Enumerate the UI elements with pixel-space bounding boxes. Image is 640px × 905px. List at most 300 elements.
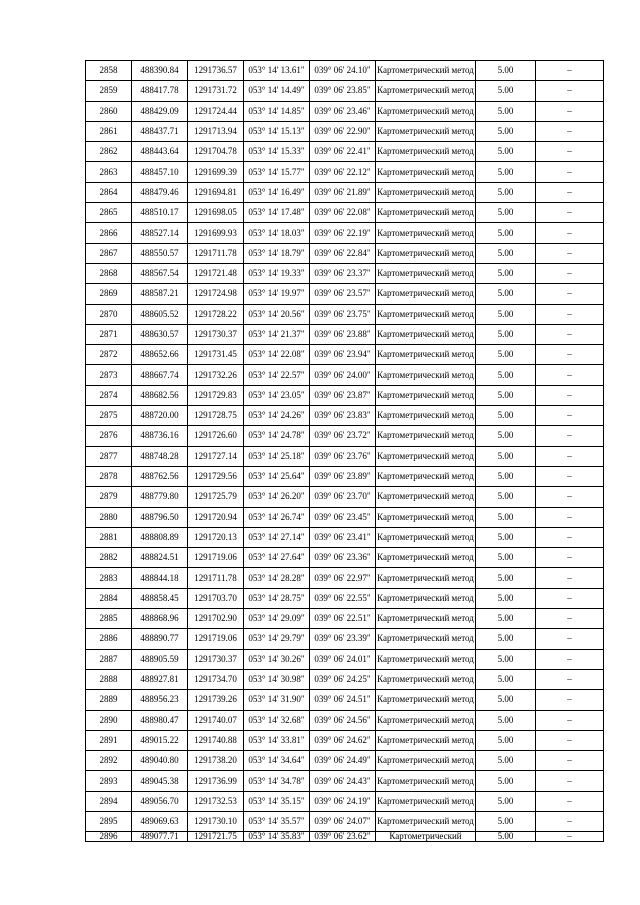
table-row [86,345,604,365]
accuracy-cell: 5.00 [476,385,536,405]
x-coordinate-cell: 488527.14 [132,223,188,243]
y-coordinate-cell: 1291721.48 [188,263,244,283]
table-row [86,507,604,527]
method-cell: Картометрический метод [376,284,476,304]
longitude-cell: 039° 06' 23.75" [310,304,376,324]
table-row [86,304,604,324]
latitude-cell: 053° 14' 22.57" [244,365,310,385]
note-cell: – [536,304,604,324]
longitude-cell: 039° 06' 23.89" [310,466,376,486]
longitude-cell: 039° 06' 24.25" [310,669,376,689]
note-cell: – [536,406,604,426]
point-number-cell: 2865 [86,203,132,223]
x-coordinate-cell: 489077.71 [132,832,188,842]
table-row [86,61,604,81]
y-coordinate-cell: 1291739.26 [188,690,244,710]
latitude-cell: 053° 14' 30.26" [244,649,310,669]
longitude-cell: 039° 06' 23.36" [310,548,376,568]
accuracy-cell: 5.00 [476,345,536,365]
y-coordinate-cell: 1291734.70 [188,669,244,689]
point-number-cell: 2891 [86,730,132,750]
accuracy-cell: 5.00 [476,81,536,101]
y-coordinate-cell: 1291724.44 [188,101,244,121]
longitude-cell: 039° 06' 24.56" [310,710,376,730]
longitude-cell: 039° 06' 23.37" [310,263,376,283]
latitude-cell: 053° 14' 32.68" [244,710,310,730]
table-row [86,223,604,243]
method-cell: Картометрический метод [376,629,476,649]
table-row [86,162,604,182]
method-cell: Картометрический метод [376,487,476,507]
accuracy-cell: 5.00 [476,791,536,811]
table-row [86,588,604,608]
accuracy-cell: 5.00 [476,61,536,81]
method-cell: Картометрический метод [376,304,476,324]
point-number-cell: 2872 [86,345,132,365]
accuracy-cell: 5.00 [476,609,536,629]
note-cell: – [536,426,604,446]
longitude-cell: 039° 06' 23.94" [310,345,376,365]
accuracy-cell: 5.00 [476,101,536,121]
point-number-cell: 2870 [86,304,132,324]
latitude-cell: 053° 14' 35.57" [244,811,310,831]
x-coordinate-cell: 489045.38 [132,771,188,791]
point-number-cell: 2878 [86,466,132,486]
latitude-cell: 053° 14' 25.64" [244,466,310,486]
table-row [86,710,604,730]
y-coordinate-cell: 1291703.70 [188,588,244,608]
y-coordinate-cell: 1291730.10 [188,811,244,831]
x-coordinate-cell: 488824.51 [132,548,188,568]
accuracy-cell: 5.00 [476,690,536,710]
y-coordinate-cell: 1291711.78 [188,243,244,263]
point-number-cell: 2894 [86,791,132,811]
y-coordinate-cell: 1291736.99 [188,771,244,791]
method-cell: Картометрический метод [376,568,476,588]
accuracy-cell: 5.00 [476,811,536,831]
coordinates-table [85,60,604,842]
longitude-cell: 039° 06' 23.76" [310,446,376,466]
point-number-cell: 2888 [86,669,132,689]
longitude-cell: 039° 06' 24.49" [310,751,376,771]
y-coordinate-cell: 1291727.14 [188,446,244,466]
point-number-cell: 2867 [86,243,132,263]
accuracy-cell: 5.00 [476,446,536,466]
x-coordinate-cell: 488510.17 [132,203,188,223]
x-coordinate-cell: 488567.54 [132,263,188,283]
note-cell: – [536,811,604,831]
note-cell: – [536,487,604,507]
y-coordinate-cell: 1291738.20 [188,751,244,771]
note-cell: – [536,182,604,202]
table-row [86,142,604,162]
y-coordinate-cell: 1291728.75 [188,406,244,426]
longitude-cell: 039° 06' 23.62" [310,832,376,842]
point-number-cell: 2862 [86,142,132,162]
latitude-cell: 053° 14' 19.97" [244,284,310,304]
longitude-cell: 039° 06' 21.89" [310,182,376,202]
latitude-cell: 053° 14' 27.64" [244,548,310,568]
table-row [86,365,604,385]
accuracy-cell: 5.00 [476,263,536,283]
method-cell: Картометрический метод [376,751,476,771]
method-cell: Картометрический метод [376,649,476,669]
x-coordinate-cell: 489040.80 [132,751,188,771]
accuracy-cell: 5.00 [476,203,536,223]
accuracy-cell: 5.00 [476,406,536,426]
latitude-cell: 053° 14' 20.56" [244,304,310,324]
accuracy-cell: 5.00 [476,365,536,385]
x-coordinate-cell: 489015.22 [132,730,188,750]
accuracy-cell: 5.00 [476,548,536,568]
accuracy-cell: 5.00 [476,142,536,162]
point-number-cell: 2893 [86,771,132,791]
point-number-cell: 2875 [86,406,132,426]
x-coordinate-cell: 488980.47 [132,710,188,730]
note-cell: – [536,791,604,811]
method-cell: Картометрический метод [376,446,476,466]
longitude-cell: 039° 06' 23.70" [310,487,376,507]
latitude-cell: 053° 14' 28.28" [244,568,310,588]
accuracy-cell: 5.00 [476,324,536,344]
y-coordinate-cell: 1291740.88 [188,730,244,750]
note-cell: – [536,263,604,283]
point-number-cell: 2861 [86,121,132,141]
note-cell: – [536,101,604,121]
latitude-cell: 053° 14' 35.83" [244,832,310,842]
longitude-cell: 039° 06' 24.10" [310,61,376,81]
table-body [86,61,604,842]
table-row [86,669,604,689]
accuracy-cell: 5.00 [476,426,536,446]
note-cell: – [536,121,604,141]
table-row [86,609,604,629]
y-coordinate-cell: 1291704.78 [188,142,244,162]
latitude-cell: 053° 14' 34.78" [244,771,310,791]
x-coordinate-cell: 488417.78 [132,81,188,101]
x-coordinate-cell: 488868.96 [132,609,188,629]
method-cell: Картометрический метод [376,182,476,202]
longitude-cell: 039° 06' 23.39" [310,629,376,649]
accuracy-cell: 5.00 [476,588,536,608]
method-cell: Картометрический метод [376,527,476,547]
method-cell: Картометрический метод [376,243,476,263]
method-cell: Картометрический метод [376,345,476,365]
method-cell: Картометрический метод [376,426,476,446]
x-coordinate-cell: 488779.80 [132,487,188,507]
table-row [86,751,604,771]
point-number-cell: 2896 [86,832,132,842]
note-cell: – [536,324,604,344]
accuracy-cell: 5.00 [476,649,536,669]
x-coordinate-cell: 488905.59 [132,649,188,669]
note-cell: – [536,629,604,649]
latitude-cell: 053° 14' 15.13" [244,121,310,141]
point-number-cell: 2863 [86,162,132,182]
latitude-cell: 053° 14' 19.33" [244,263,310,283]
longitude-cell: 039° 06' 23.41" [310,527,376,547]
method-cell: Картометрический метод [376,365,476,385]
y-coordinate-cell: 1291732.53 [188,791,244,811]
table-row [86,385,604,405]
note-cell: – [536,466,604,486]
latitude-cell: 053° 14' 30.98" [244,669,310,689]
latitude-cell: 053° 14' 24.26" [244,406,310,426]
point-number-cell: 2873 [86,365,132,385]
y-coordinate-cell: 1291731.72 [188,81,244,101]
method-cell: Картометрический [376,832,476,842]
method-cell: Картометрический метод [376,61,476,81]
accuracy-cell: 5.00 [476,669,536,689]
point-number-cell: 2876 [86,426,132,446]
method-cell: Картометрический метод [376,811,476,831]
note-cell: – [536,81,604,101]
y-coordinate-cell: 1291694.81 [188,182,244,202]
note-cell: – [536,832,604,842]
point-number-cell: 2892 [86,751,132,771]
y-coordinate-cell: 1291719.06 [188,629,244,649]
y-coordinate-cell: 1291726.60 [188,426,244,446]
y-coordinate-cell: 1291720.13 [188,527,244,547]
table-row [86,446,604,466]
latitude-cell: 053° 14' 22.08" [244,345,310,365]
point-number-cell: 2859 [86,81,132,101]
longitude-cell: 039° 06' 24.19" [310,791,376,811]
x-coordinate-cell: 488630.57 [132,324,188,344]
x-coordinate-cell: 488927.81 [132,669,188,689]
table-row [86,121,604,141]
accuracy-cell: 5.00 [476,568,536,588]
longitude-cell: 039° 06' 24.62" [310,730,376,750]
accuracy-cell: 5.00 [476,832,536,842]
y-coordinate-cell: 1291720.94 [188,507,244,527]
longitude-cell: 039° 06' 23.45" [310,507,376,527]
table-row [86,406,604,426]
y-coordinate-cell: 1291728.22 [188,304,244,324]
y-coordinate-cell: 1291729.83 [188,385,244,405]
method-cell: Картометрический метод [376,609,476,629]
table-row [86,203,604,223]
point-number-cell: 2877 [86,446,132,466]
method-cell: Картометрический метод [376,771,476,791]
y-coordinate-cell: 1291719.06 [188,548,244,568]
x-coordinate-cell: 488667.74 [132,365,188,385]
x-coordinate-cell: 488550.57 [132,243,188,263]
y-coordinate-cell: 1291725.79 [188,487,244,507]
method-cell: Картометрический метод [376,669,476,689]
point-number-cell: 2858 [86,61,132,81]
x-coordinate-cell: 488437.71 [132,121,188,141]
accuracy-cell: 5.00 [476,121,536,141]
note-cell: – [536,710,604,730]
x-coordinate-cell: 488605.52 [132,304,188,324]
x-coordinate-cell: 489069.63 [132,811,188,831]
note-cell: – [536,751,604,771]
method-cell: Картометрический метод [376,223,476,243]
point-number-cell: 2886 [86,629,132,649]
note-cell: – [536,203,604,223]
point-number-cell: 2879 [86,487,132,507]
x-coordinate-cell: 488762.56 [132,466,188,486]
longitude-cell: 039° 06' 24.07" [310,811,376,831]
note-cell: – [536,568,604,588]
method-cell: Картометрический метод [376,791,476,811]
x-coordinate-cell: 488443.64 [132,142,188,162]
longitude-cell: 039° 06' 23.83" [310,406,376,426]
method-cell: Картометрический метод [376,324,476,344]
longitude-cell: 039° 06' 24.00" [310,365,376,385]
table-row [86,649,604,669]
latitude-cell: 053° 14' 34.64" [244,751,310,771]
latitude-cell: 053° 14' 15.33" [244,142,310,162]
point-number-cell: 2871 [86,324,132,344]
accuracy-cell: 5.00 [476,730,536,750]
accuracy-cell: 5.00 [476,182,536,202]
note-cell: – [536,223,604,243]
method-cell: Картометрический метод [376,466,476,486]
accuracy-cell: 5.00 [476,304,536,324]
note-cell: – [536,385,604,405]
note-cell: – [536,365,604,385]
longitude-cell: 039° 06' 22.19" [310,223,376,243]
latitude-cell: 053° 14' 15.77" [244,162,310,182]
x-coordinate-cell: 488736.16 [132,426,188,446]
longitude-cell: 039° 06' 22.90" [310,121,376,141]
longitude-cell: 039° 06' 23.57" [310,284,376,304]
longitude-cell: 039° 06' 22.97" [310,568,376,588]
method-cell: Картометрический метод [376,710,476,730]
accuracy-cell: 5.00 [476,751,536,771]
point-number-cell: 2890 [86,710,132,730]
method-cell: Картометрический метод [376,263,476,283]
note-cell: – [536,507,604,527]
longitude-cell: 039° 06' 23.72" [310,426,376,446]
table-row [86,791,604,811]
note-cell: – [536,690,604,710]
x-coordinate-cell: 488429.09 [132,101,188,121]
y-coordinate-cell: 1291736.57 [188,61,244,81]
table-row [86,811,604,831]
point-number-cell: 2887 [86,649,132,669]
x-coordinate-cell: 488652.66 [132,345,188,365]
point-number-cell: 2889 [86,690,132,710]
note-cell: – [536,162,604,182]
longitude-cell: 039° 06' 23.88" [310,324,376,344]
y-coordinate-cell: 1291711.78 [188,568,244,588]
point-number-cell: 2874 [86,385,132,405]
longitude-cell: 039° 06' 22.84" [310,243,376,263]
longitude-cell: 039° 06' 22.55" [310,588,376,608]
accuracy-cell: 5.00 [476,710,536,730]
longitude-cell: 039° 06' 24.43" [310,771,376,791]
y-coordinate-cell: 1291713.94 [188,121,244,141]
latitude-cell: 053° 14' 31.90" [244,690,310,710]
accuracy-cell: 5.00 [476,527,536,547]
table-row [86,629,604,649]
point-number-cell: 2881 [86,527,132,547]
latitude-cell: 053° 14' 21.37" [244,324,310,344]
x-coordinate-cell: 488390.84 [132,61,188,81]
point-number-cell: 2885 [86,609,132,629]
point-number-cell: 2864 [86,182,132,202]
accuracy-cell: 5.00 [476,487,536,507]
latitude-cell: 053° 14' 14.85" [244,101,310,121]
x-coordinate-cell: 488808.89 [132,527,188,547]
longitude-cell: 039° 06' 23.46" [310,101,376,121]
longitude-cell: 039° 06' 24.51" [310,690,376,710]
latitude-cell: 053° 14' 23.05" [244,385,310,405]
note-cell: – [536,771,604,791]
table-row [86,466,604,486]
note-cell: – [536,243,604,263]
table-row [86,284,604,304]
point-number-cell: 2895 [86,811,132,831]
table-row [86,527,604,547]
note-cell: – [536,527,604,547]
note-cell: – [536,61,604,81]
latitude-cell: 053° 14' 33.81" [244,730,310,750]
table-row [86,690,604,710]
latitude-cell: 053° 14' 27.14" [244,527,310,547]
table-row [86,568,604,588]
x-coordinate-cell: 488479.46 [132,182,188,202]
accuracy-cell: 5.00 [476,507,536,527]
latitude-cell: 053° 14' 25.18" [244,446,310,466]
point-number-cell: 2880 [86,507,132,527]
latitude-cell: 053° 14' 26.20" [244,487,310,507]
longitude-cell: 039° 06' 23.85" [310,81,376,101]
note-cell: – [536,284,604,304]
table-row [86,263,604,283]
method-cell: Картометрический метод [376,142,476,162]
y-coordinate-cell: 1291724.98 [188,284,244,304]
y-coordinate-cell: 1291729.56 [188,466,244,486]
table-row [86,243,604,263]
point-number-cell: 2884 [86,588,132,608]
method-cell: Картометрический метод [376,406,476,426]
note-cell: – [536,609,604,629]
x-coordinate-cell: 488890.77 [132,629,188,649]
note-cell: – [536,730,604,750]
y-coordinate-cell: 1291699.93 [188,223,244,243]
y-coordinate-cell: 1291732.26 [188,365,244,385]
method-cell: Картометрический метод [376,548,476,568]
x-coordinate-cell: 488956.23 [132,690,188,710]
latitude-cell: 053° 14' 26.74" [244,507,310,527]
x-coordinate-cell: 488682.56 [132,385,188,405]
point-number-cell: 2868 [86,263,132,283]
method-cell: Картометрический метод [376,203,476,223]
y-coordinate-cell: 1291740.07 [188,710,244,730]
x-coordinate-cell: 488457.10 [132,162,188,182]
table-row [86,771,604,791]
x-coordinate-cell: 488748.28 [132,446,188,466]
table-row [86,426,604,446]
x-coordinate-cell: 488587.21 [132,284,188,304]
method-cell: Картометрический метод [376,81,476,101]
table-row [86,81,604,101]
note-cell: – [536,345,604,365]
point-number-cell: 2882 [86,548,132,568]
table-row [86,182,604,202]
longitude-cell: 039° 06' 24.01" [310,649,376,669]
y-coordinate-cell: 1291702.90 [188,609,244,629]
y-coordinate-cell: 1291721.75 [188,832,244,842]
table-row [86,487,604,507]
method-cell: Картометрический метод [376,507,476,527]
longitude-cell: 039° 06' 22.41" [310,142,376,162]
accuracy-cell: 5.00 [476,466,536,486]
